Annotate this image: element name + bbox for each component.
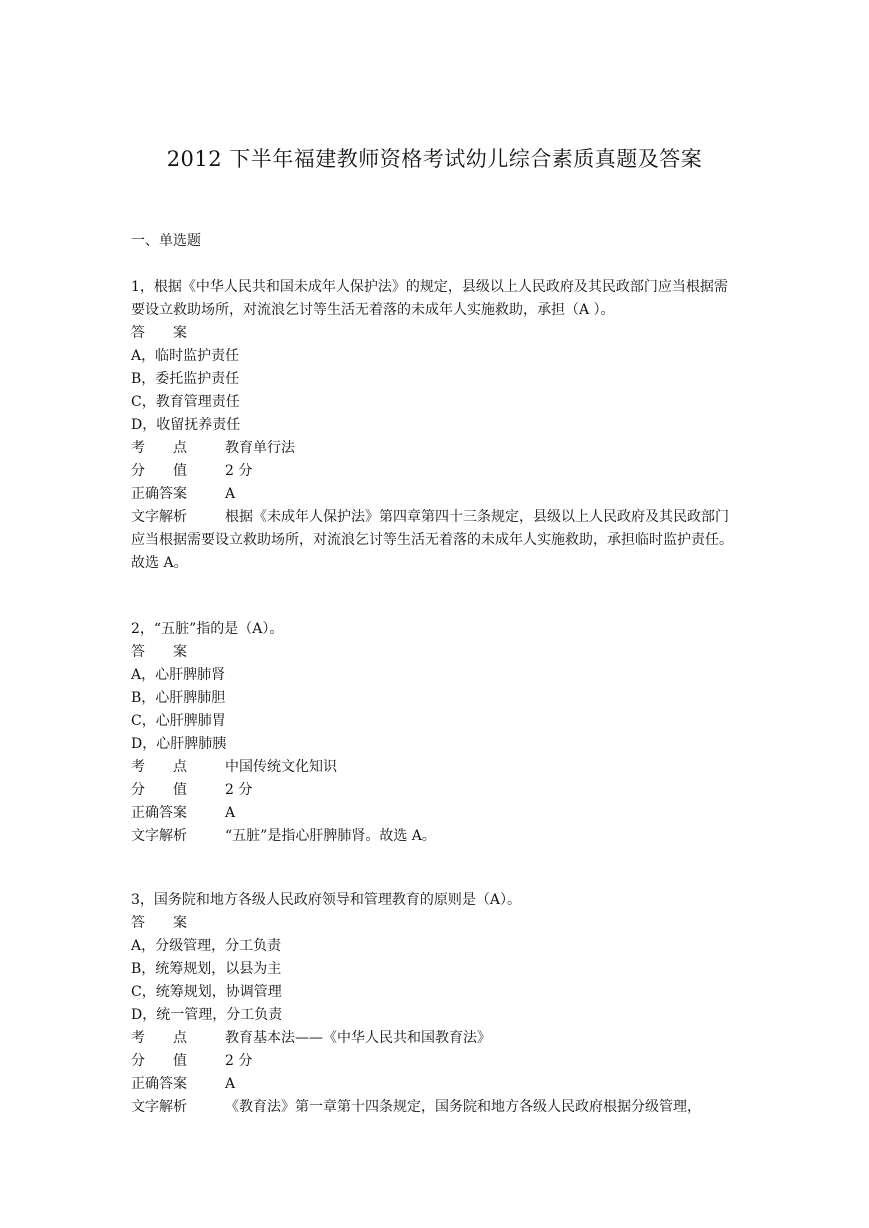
option-a: A，心肝脾肺肾 [131, 667, 226, 683]
answer-header [131, 322, 741, 345]
page-title: 2012 下半年福建教师资格考试幼儿综合素质真题及答案 [166, 147, 703, 171]
question-stem: 2，“五脏”指的是（A）。 [131, 621, 284, 637]
label-text: 点 [173, 1030, 187, 1046]
correct-answer: A [225, 805, 236, 821]
analysis-text: 根据《未成年人保护法》第四章第四十三条规定，县级以上人民政府及其民政部门应当根据需要设立救助场所，对流浪乞讨等生活无着落的未成年人实施救助，承担临时监护责任。故选 A。 [131, 509, 733, 571]
section-heading: 一、单选题 [131, 233, 201, 249]
label-text: 案 [173, 325, 187, 341]
option-b: B，委托监护责任 [131, 371, 240, 387]
correct-answer-label: 正确答案 [131, 486, 187, 502]
score-row [131, 779, 741, 802]
analysis-text: 《教育法》第一章第十四条规定，国务院和地方各级人民政府根据分级管理， [225, 1099, 701, 1115]
analysis-row [131, 506, 741, 575]
label-text: 值 [173, 463, 187, 479]
label-text: 答 [131, 325, 145, 341]
option-d: D，收留抚养责任 [131, 417, 241, 433]
question-2 [131, 618, 741, 848]
label-text: 分 [131, 463, 145, 479]
label-text: 考 [131, 440, 145, 456]
analysis-row [131, 1096, 741, 1119]
question-stem: 1，根据《中华人民共和国未成年人保护法》的规定，县级以上人民政府及其民政部门应当根据需要设立救助场所，对流浪乞讨等生活无着落的未成年人实施救助，承担（A ）。 [131, 279, 728, 318]
knowledge-point: 教育单行法 [225, 440, 295, 456]
label-text: 值 [173, 782, 187, 798]
knowledge-point-row [131, 437, 741, 460]
correct-answer: A [225, 486, 236, 502]
label-text: 值 [173, 1053, 187, 1069]
label-text: 案 [173, 915, 187, 931]
option-a: A，临时监护责任 [131, 348, 240, 364]
correct-answer: A [225, 1076, 236, 1092]
correct-answer-label: 正确答案 [131, 1076, 187, 1092]
knowledge-point: 中国传统文化知识 [225, 759, 337, 775]
correct-answer-row [131, 483, 741, 506]
label-text: 案 [173, 644, 187, 660]
option-c: C，统筹规划，协调管理 [131, 984, 282, 1000]
option-d: D，心肝脾肺胰 [131, 736, 227, 752]
question-stem: 3，国务院和地方各级人民政府领导和管理教育的原则是（A）。 [131, 892, 522, 908]
label-text: 点 [173, 759, 187, 775]
score-value: 2 分 [225, 1053, 253, 1069]
knowledge-point: 教育基本法——《中华人民共和国教育法》 [225, 1030, 491, 1046]
question-3 [131, 889, 741, 1119]
score-row [131, 460, 741, 483]
answer-header [131, 912, 741, 935]
label-text: 考 [131, 759, 145, 775]
option-b: B，心肝脾肺胆 [131, 690, 226, 706]
analysis-text: “五脏”是指心肝脾肺肾。故选 A。 [225, 828, 436, 844]
score-row [131, 1050, 741, 1073]
correct-answer-row [131, 802, 741, 825]
knowledge-point-row [131, 756, 741, 779]
score-value: 2 分 [225, 463, 253, 479]
option-d: D，统一管理，分工负责 [131, 1007, 283, 1023]
score-value: 2 分 [225, 782, 253, 798]
analysis-row [131, 825, 741, 848]
correct-answer-row [131, 1073, 741, 1096]
option-c: C，教育管理责任 [131, 394, 240, 410]
question-1 [131, 276, 741, 575]
analysis-label: 文字解析 [131, 509, 187, 525]
label-text: 分 [131, 782, 145, 798]
label-text: 答 [131, 644, 145, 660]
label-text: 考 [131, 1030, 145, 1046]
label-text: 答 [131, 915, 145, 931]
option-a: A，分级管理，分工负责 [131, 938, 282, 954]
label-text: 分 [131, 1053, 145, 1069]
answer-header [131, 641, 741, 664]
analysis-label: 文字解析 [131, 828, 187, 844]
analysis-label: 文字解析 [131, 1099, 187, 1115]
option-c: C，心肝脾肺胃 [131, 713, 226, 729]
correct-answer-label: 正确答案 [131, 805, 187, 821]
label-text: 点 [173, 440, 187, 456]
option-b: B，统筹规划，以县为主 [131, 961, 282, 977]
knowledge-point-row [131, 1027, 741, 1050]
